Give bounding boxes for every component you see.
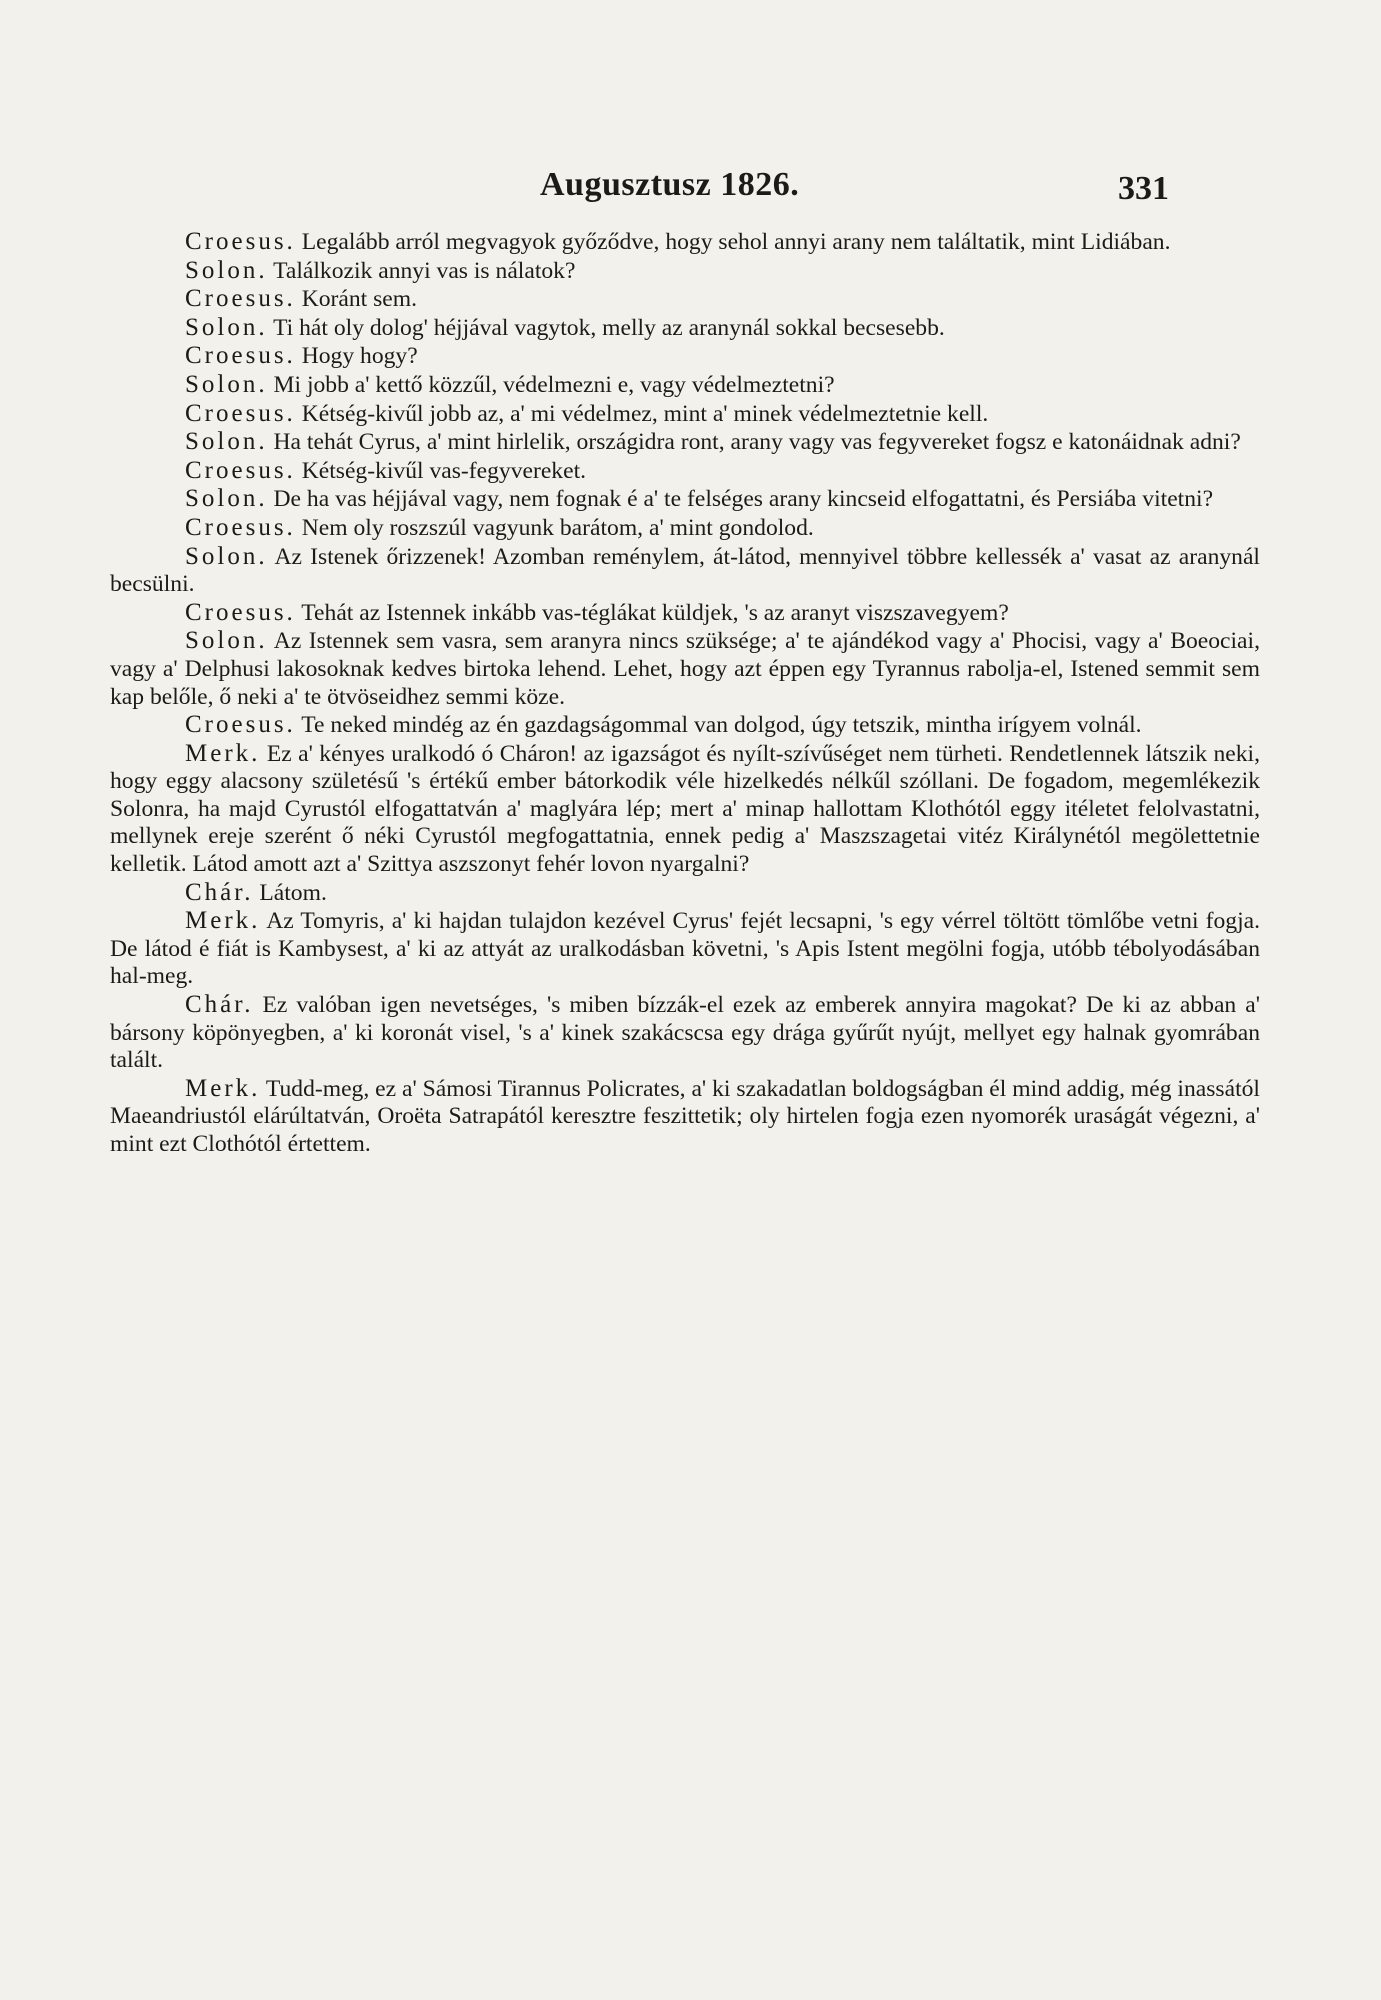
speaker-name: Croesus. (185, 711, 296, 739)
speech-text: Tudd-meg, ez a' Sámosi Tirannus Policrates, a' ki szakadatlan boldogságban él mind addig, még inassától Maeandriustól elárúltatván, Oroëta Satrapától keresztre feszittetik; oly hirtelen fogja ezen nyomorék uraságát végezni, a' mint ezt Clothótól értettem. (110, 1075, 1260, 1157)
speech-text: Mi jobb a' kettő közzűl, védelmezni e, vagy védelmeztetni? (267, 371, 835, 398)
speech-text: Legalább arról megvagyok győződve, hogy sehol annyi arany nem találtatik, mint Lidiában. (295, 229, 1171, 255)
dialogue-paragraph (110, 257, 1260, 286)
speaker-name: Croesus. (185, 228, 296, 255)
dialogue-paragraph (110, 907, 1260, 991)
dialogue-paragraph (110, 627, 1260, 711)
speech-text: Az Tomyris, a' ki hajdan tulajdon kezével Cyrus' fejét lecsapni, 's egy vérrel töltött tömlőbe vetni fogja. De látod é fiát is Kambysest, a' ki az attyát az uralkodásban követni, 's Apis Istent megölni fogja, utóbb tébolyodásában hal-meg. (110, 908, 1260, 990)
speaker-name: Solon. (185, 256, 268, 284)
speaker-name: Croesus. (185, 399, 296, 427)
speaker-name: Croesus. (185, 598, 296, 626)
dialogue-paragraph (110, 342, 1260, 371)
speaker-name: Croesus. (185, 456, 296, 484)
running-title: Augusztusz 1826. (540, 166, 800, 203)
speaker-name: Merk. (185, 1074, 261, 1102)
speech-text: Az Istennek sem vasra, sem aranyra nincs szüksége; a' te ajándékod vagy a' Phocisi, vagy a' Boeociai, vagy a' Delphusi lakosoknak kedves birtoka lehend. Lehet, hogy azt éppen egy Tyrannus rabolja-el, Istened semmit sem kap belőle, ő neki a' te ötvöseidhez semmi köze. (110, 628, 1260, 710)
dialogue-paragraph (110, 514, 1260, 543)
speaker-name: Solon. (185, 313, 268, 341)
speech-text: Ha tehát Cyrus, a' mint hirlelik, országidra ront, arany vagy vas fegyvereket fogsz e katonáidnak adni? (267, 429, 1241, 456)
dialogue-paragraph (110, 879, 1260, 908)
speech-text: Ti hát oly dolog' héjjával vagytok, melly az aranynál sokkal becsesebb. (267, 314, 945, 341)
dialogue-paragraph (110, 314, 1260, 343)
speaker-name: Chár. (185, 878, 254, 906)
speaker-name: Solon. (185, 370, 268, 398)
speech-text: Ez a' kényes uralkodó ó Cháron! az igazságot és nyílt-szívűséget nem türheti. Rendetlennek látszik neki, hogy eggy alacsony születésű 's értékű ember bátorkodik véle hizelkedés nélkűl szóllani. De fogadom, megemlékezik Solonra, ha majd Cyrustól elfogattatván a' maglyára lép; mert a' minap hallottam Klothótól eggy itéletet felolvastatni, mellynek ereje szerént ő néki Cyrustól megfogattatnia, ennek pedig a' Maszszagetai vitéz Királynétól megölettetnie kelletik. Látod amott azt a' Szittya aszszonyt fehér lovon nyargalni? (110, 740, 1260, 878)
dialogue-paragraph (110, 711, 1260, 740)
speech-text: Te neked mindég az én gazdagságommal van dolgod, úgy tetszik, mintha irígyem volnál. (295, 712, 1142, 739)
dialogue-paragraph (110, 991, 1260, 1075)
dialogue-paragraph (110, 428, 1260, 457)
dialogue-paragraph (110, 599, 1260, 628)
page-number: 331 (1118, 170, 1169, 207)
speech-text: Ez valóban igen nevetséges, 's miben bízzák-el ezek az emberek annyira magokat? De ki az abban a' bársony köpönyegben, a' ki koronát visel, 's a' kinek szakácscsa egy drága gyűrűt nyújt, mellyet egy halnak gyomrában talált. (110, 992, 1260, 1074)
page-header (0, 166, 1381, 216)
dialogue-paragraph (110, 485, 1260, 514)
dialogue-paragraph (110, 1075, 1260, 1159)
speech-text: Találkozik annyi vas is nálatok? (267, 257, 576, 284)
dialogue-paragraph (110, 371, 1260, 400)
speaker-name: Solon. (185, 627, 268, 655)
dialogue-paragraph (110, 228, 1260, 257)
speaker-name: Solon. (185, 428, 268, 456)
dialogue-paragraph (110, 543, 1260, 599)
speech-text: Hogy hogy? (295, 343, 418, 370)
speaker-name: Merk. (185, 739, 261, 767)
speech-text: Koránt sem. (295, 286, 418, 313)
dialogue-text (110, 228, 1260, 1159)
speech-text: De ha vas héjjával vagy, nem fognak é a' te felséges arany kincseid elfogattatni, és Persiába vitetni? (267, 486, 1214, 513)
speaker-name: Croesus. (185, 513, 296, 541)
speech-text: Kétség-kivűl vas-fegyvereket. (295, 457, 587, 484)
dialogue-paragraph (110, 740, 1260, 879)
speech-text: Látom. (253, 879, 327, 906)
dialogue-paragraph (110, 285, 1260, 314)
speaker-name: Solon. (185, 485, 268, 513)
speaker-name: Croesus. (185, 342, 296, 370)
speech-text: Az Istenek őrizzenek! Azomban reménylem, át-látod, mennyivel többre kellessék a' vasat az aranynál becsülni. (110, 543, 1260, 598)
speaker-name: Solon. (185, 542, 268, 570)
speech-text: Kétség-kivűl jobb az, a' mi védelmez, mint a' minek védelmeztetnie kell. (295, 400, 989, 427)
speaker-name: Merk. (185, 907, 261, 935)
dialogue-paragraph (110, 400, 1260, 429)
speaker-name: Croesus. (185, 285, 296, 313)
dialogue-paragraph (110, 457, 1260, 486)
speech-text: Tehát az Istennek inkább vas-téglákat küldjek, 's az aranyt viszszavegyem? (295, 599, 1009, 626)
speaker-name: Chár. (185, 991, 254, 1019)
speech-text: Nem oly roszszúl vagyunk barátom, a' mint gondolod. (295, 514, 814, 541)
